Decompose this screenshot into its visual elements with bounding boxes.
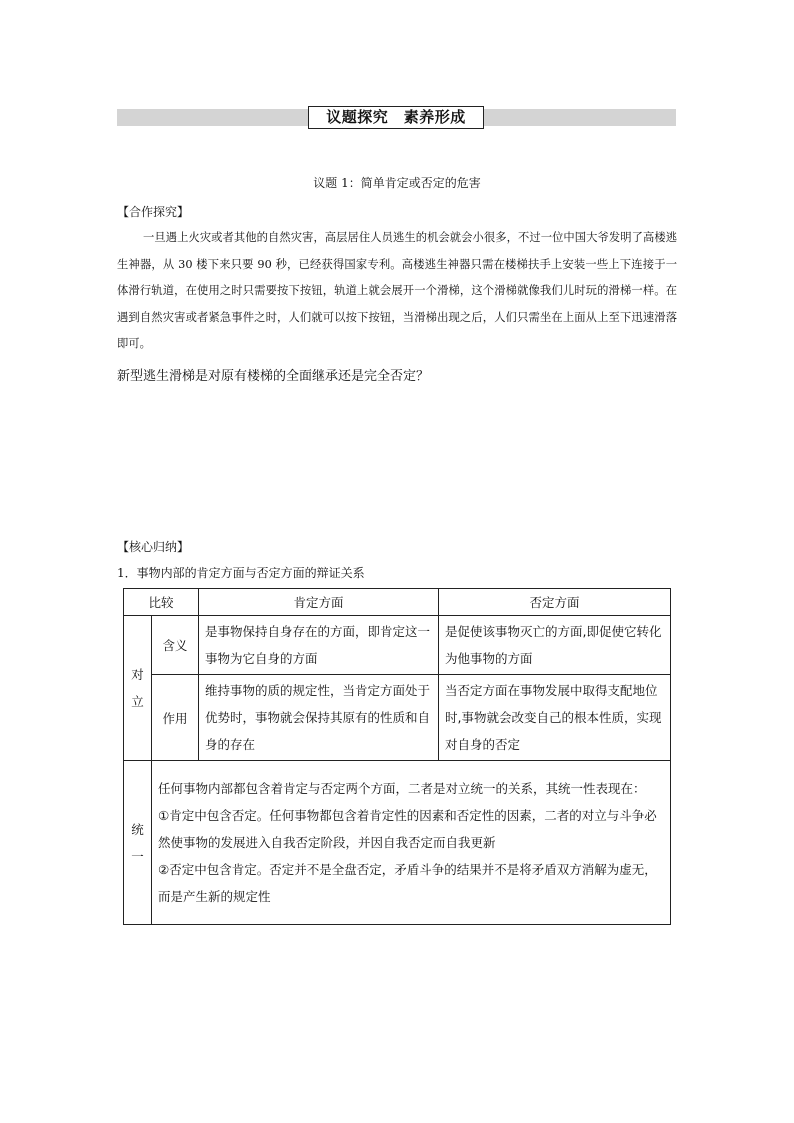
table-row-role	[124, 675, 671, 761]
header-compare: 比较	[124, 589, 199, 616]
opposition-cell	[124, 616, 152, 761]
role-label: 作用	[152, 675, 199, 761]
unity-content	[152, 761, 671, 925]
opposition-label: 对立	[131, 667, 144, 709]
section-banner-title: 议题探究 素养形成	[308, 106, 484, 129]
table-row-meaning	[124, 616, 671, 675]
discussion-question: 新型逃生滑梯是对原有楼梯的全面继承还是完全否定？	[117, 369, 430, 384]
cooperative-paragraph: 一旦遇上火灾或者其他的自然灾害，高层居住人员逃生的机会就会小很多，不过一位中国大爷发明了高楼逃生神器，从 30 楼下来只要 90 秒，已经获得国家专利。高楼逃生神器只需在楼梯扶手上安装一些上下连接于一体滑行轨道，在使用之时只需要按下按钮，轨道上就会展开一个滑梯，这个滑梯就像我们儿时玩的滑梯一样。在遇到自然灾害或者紧急事件之时，人们就可以按下按钮，当滑梯出现之后，人们只需坐在上面从上至下迅速滑落即可。	[117, 231, 677, 350]
core-subtitle: 1．事物内部的肯定方面与否定方面的辩证关系	[117, 566, 365, 580]
unity-intro: 任何事物内部都包含着肯定与否定两个方面，二者是对立统一的关系，其统一性表现在：	[158, 781, 646, 796]
dialectic-table	[123, 588, 671, 925]
issue-title: 议题 1：简单肯定或否定的危害	[313, 176, 481, 190]
table-header-row	[124, 589, 671, 616]
unity-point-1: ①肯定中包含否定。任何事物都包含着肯定性的因素和否定性的因素，二者的对立与斗争必然使事物的发展进入自我否定阶段，并因自我否定而自我更新	[158, 808, 657, 850]
meaning-negate: 是促使该事物灭亡的方面,即促使它转化为他事物的方面	[439, 616, 671, 675]
unity-point-2: ②否定中包含肯定。否定并不是全盘否定，矛盾斗争的结果并不是将矛盾双方消解为虚无，而是产生新的规定性	[158, 862, 657, 904]
role-negate: 当否定方面在事物发展中取得支配地位时,事物就会改变自己的根本性质，实现对自身的否定	[439, 675, 671, 761]
unity-label: 统一	[131, 821, 144, 864]
cooperative-heading: 【合作探究】	[117, 205, 190, 219]
unity-cell	[124, 761, 152, 925]
meaning-affirm: 是事物保持自身存在的方面，即肯定这一事物为它自身的方面	[199, 616, 439, 675]
role-affirm: 维持事物的质的规定性，当肯定方面处于优势时，事物就会保持其原有的性质和自身的存在	[199, 675, 439, 761]
header-affirm: 肯定方面	[199, 589, 439, 616]
table-row-unity	[124, 761, 671, 925]
meaning-label: 含义	[152, 616, 199, 675]
header-negate: 否定方面	[439, 589, 671, 616]
core-heading: 【核心归纳】	[117, 540, 190, 554]
